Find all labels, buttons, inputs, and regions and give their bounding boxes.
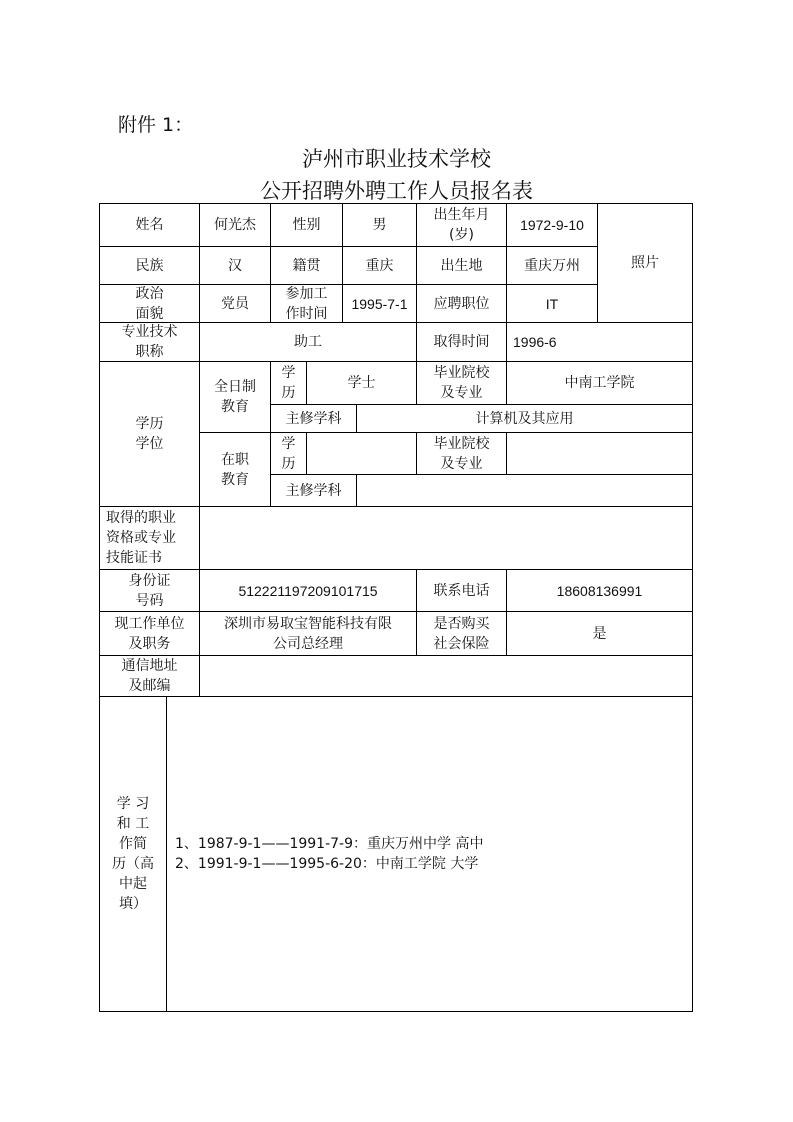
label-phone — [416, 569, 507, 612]
value-gender — [342, 203, 417, 247]
title-form: 公开招聘外聘工作人员报名表 — [260, 179, 533, 203]
value-birthplace — [506, 246, 598, 285]
label-native-text: 籍贯 — [292, 257, 321, 274]
label-birth-text: 出生年月 (岁) — [433, 207, 490, 243]
label-cert — [99, 506, 200, 570]
value-birth — [506, 203, 598, 247]
label-id-text: 身份证 号码 — [128, 572, 171, 609]
label-ethnicity-text: 民族 — [135, 257, 164, 274]
value-phone — [506, 569, 693, 612]
label-birthplace-text: 出生地 — [440, 257, 483, 274]
label-parttime — [199, 432, 271, 507]
label-pt-school-text: 毕业院校 及专业 — [433, 435, 490, 472]
resume-item: 2、1991-9-1——1995-6-20：中南工学院 大学 — [175, 856, 479, 872]
label-id — [99, 569, 200, 612]
value-ft-school-text: 中南工学院 — [564, 375, 635, 391]
value-name-text: 何光杰 — [214, 217, 256, 233]
label-ft-school — [416, 361, 507, 405]
resume-box — [166, 696, 693, 1012]
label-gender-text: 性别 — [292, 217, 321, 233]
label-title-date — [416, 322, 507, 362]
label-title — [99, 322, 200, 362]
value-title-text: 助工 — [294, 334, 322, 350]
value-gender-text: 男 — [372, 217, 387, 233]
label-employer — [99, 611, 200, 656]
label-political-text: 政治 面貌 — [135, 285, 164, 322]
label-education — [99, 361, 200, 507]
label-fulltime-text: 全日制 教育 — [214, 379, 256, 415]
value-ft-major — [356, 404, 693, 433]
label-address-text: 通信地址 及邮编 — [121, 658, 178, 694]
label-resume-text: 学 习 和 工 作简 历（高 中起 填） — [112, 796, 154, 912]
label-position-text: 应聘职位 — [433, 295, 490, 312]
label-fulltime — [199, 361, 271, 433]
value-birthplace-text: 重庆万州 — [524, 257, 580, 274]
value-ft-degree-text: 学士 — [347, 375, 376, 391]
label-title-text: 专业技术 职称 — [121, 324, 178, 360]
label-pt-major — [270, 474, 357, 507]
label-insurance — [416, 611, 507, 656]
value-birth-text: 1972-9-10 — [520, 217, 584, 233]
label-parttime-text: 在职 教育 — [221, 451, 249, 488]
photo-box-text: 照片 — [631, 255, 659, 271]
value-ft-degree — [306, 361, 417, 405]
value-insurance — [506, 611, 693, 656]
value-title-date — [506, 322, 693, 362]
label-ft-school-text: 毕业院校 及专业 — [433, 365, 490, 401]
value-ethnicity — [199, 246, 271, 285]
value-pt-degree — [306, 432, 417, 475]
value-political-text: 党员 — [221, 295, 249, 312]
photo-box — [597, 203, 693, 323]
value-employer-text: 深圳市易取宝智能科技有限 公司总经理 — [224, 615, 392, 652]
resume-item: 1、1987-9-1——1991-7-9：重庆万州中学 高中 — [175, 836, 484, 852]
value-position — [506, 284, 598, 323]
title-school: 泸州市职业技术学校 — [302, 147, 491, 171]
value-work-start-text: 1995-7-1 — [351, 295, 408, 312]
value-position-text: IT — [545, 295, 559, 312]
label-ft-major — [270, 404, 357, 433]
label-work-start-text: 参加工 作时间 — [285, 285, 328, 322]
label-birth — [416, 203, 507, 247]
value-work-start — [342, 284, 417, 323]
value-pt-school — [506, 432, 693, 475]
value-address — [199, 655, 693, 697]
value-native — [342, 246, 417, 285]
label-education-text: 学历 学位 — [135, 416, 164, 452]
label-ft-degree — [270, 361, 307, 405]
value-id — [199, 569, 417, 612]
value-title — [199, 322, 417, 362]
value-political — [199, 284, 271, 323]
label-pt-degree — [270, 432, 307, 475]
label-native — [270, 246, 343, 285]
value-ft-school — [506, 361, 693, 405]
value-name — [199, 203, 271, 247]
value-id-text: 512221197209101715 — [238, 582, 378, 599]
resume-list — [175, 834, 483, 874]
value-employer — [199, 611, 417, 656]
label-cert-text: 取得的职业 资格或专业 技能证书 — [106, 510, 176, 566]
label-phone-text: 联系电话 — [433, 582, 490, 599]
label-employer-text: 现工作单位 及职务 — [114, 615, 185, 652]
label-position — [416, 284, 507, 323]
label-birthplace — [416, 246, 507, 285]
value-title-date-text: 1996-6 — [513, 334, 557, 350]
attachment-label: 附件 1： — [118, 114, 194, 136]
label-insurance-text: 是否购买 社会保险 — [433, 615, 490, 652]
label-pt-degree-text: 学 历 — [281, 435, 296, 472]
value-pt-major — [356, 474, 693, 507]
label-pt-major-text: 主修学科 — [285, 482, 342, 499]
value-insurance-text: 是 — [592, 625, 607, 642]
value-native-text: 重庆 — [365, 257, 394, 274]
label-address — [99, 655, 200, 697]
value-ft-major-text: 计算机及其应用 — [475, 410, 574, 427]
value-phone-text: 18608136991 — [556, 582, 643, 599]
label-ethnicity — [99, 246, 200, 285]
value-ethnicity-text: 汉 — [228, 257, 242, 274]
label-political — [99, 284, 200, 323]
label-name — [99, 203, 200, 247]
label-title-date-text: 取得时间 — [433, 334, 490, 350]
label-ft-degree-text: 学 历 — [281, 365, 296, 401]
label-gender — [270, 203, 343, 247]
label-work-start — [270, 284, 343, 323]
label-resume — [99, 696, 167, 1012]
value-cert — [199, 506, 693, 570]
label-ft-major-text: 主修学科 — [285, 410, 342, 427]
label-name-text: 姓名 — [135, 217, 164, 233]
label-pt-school — [416, 432, 507, 475]
